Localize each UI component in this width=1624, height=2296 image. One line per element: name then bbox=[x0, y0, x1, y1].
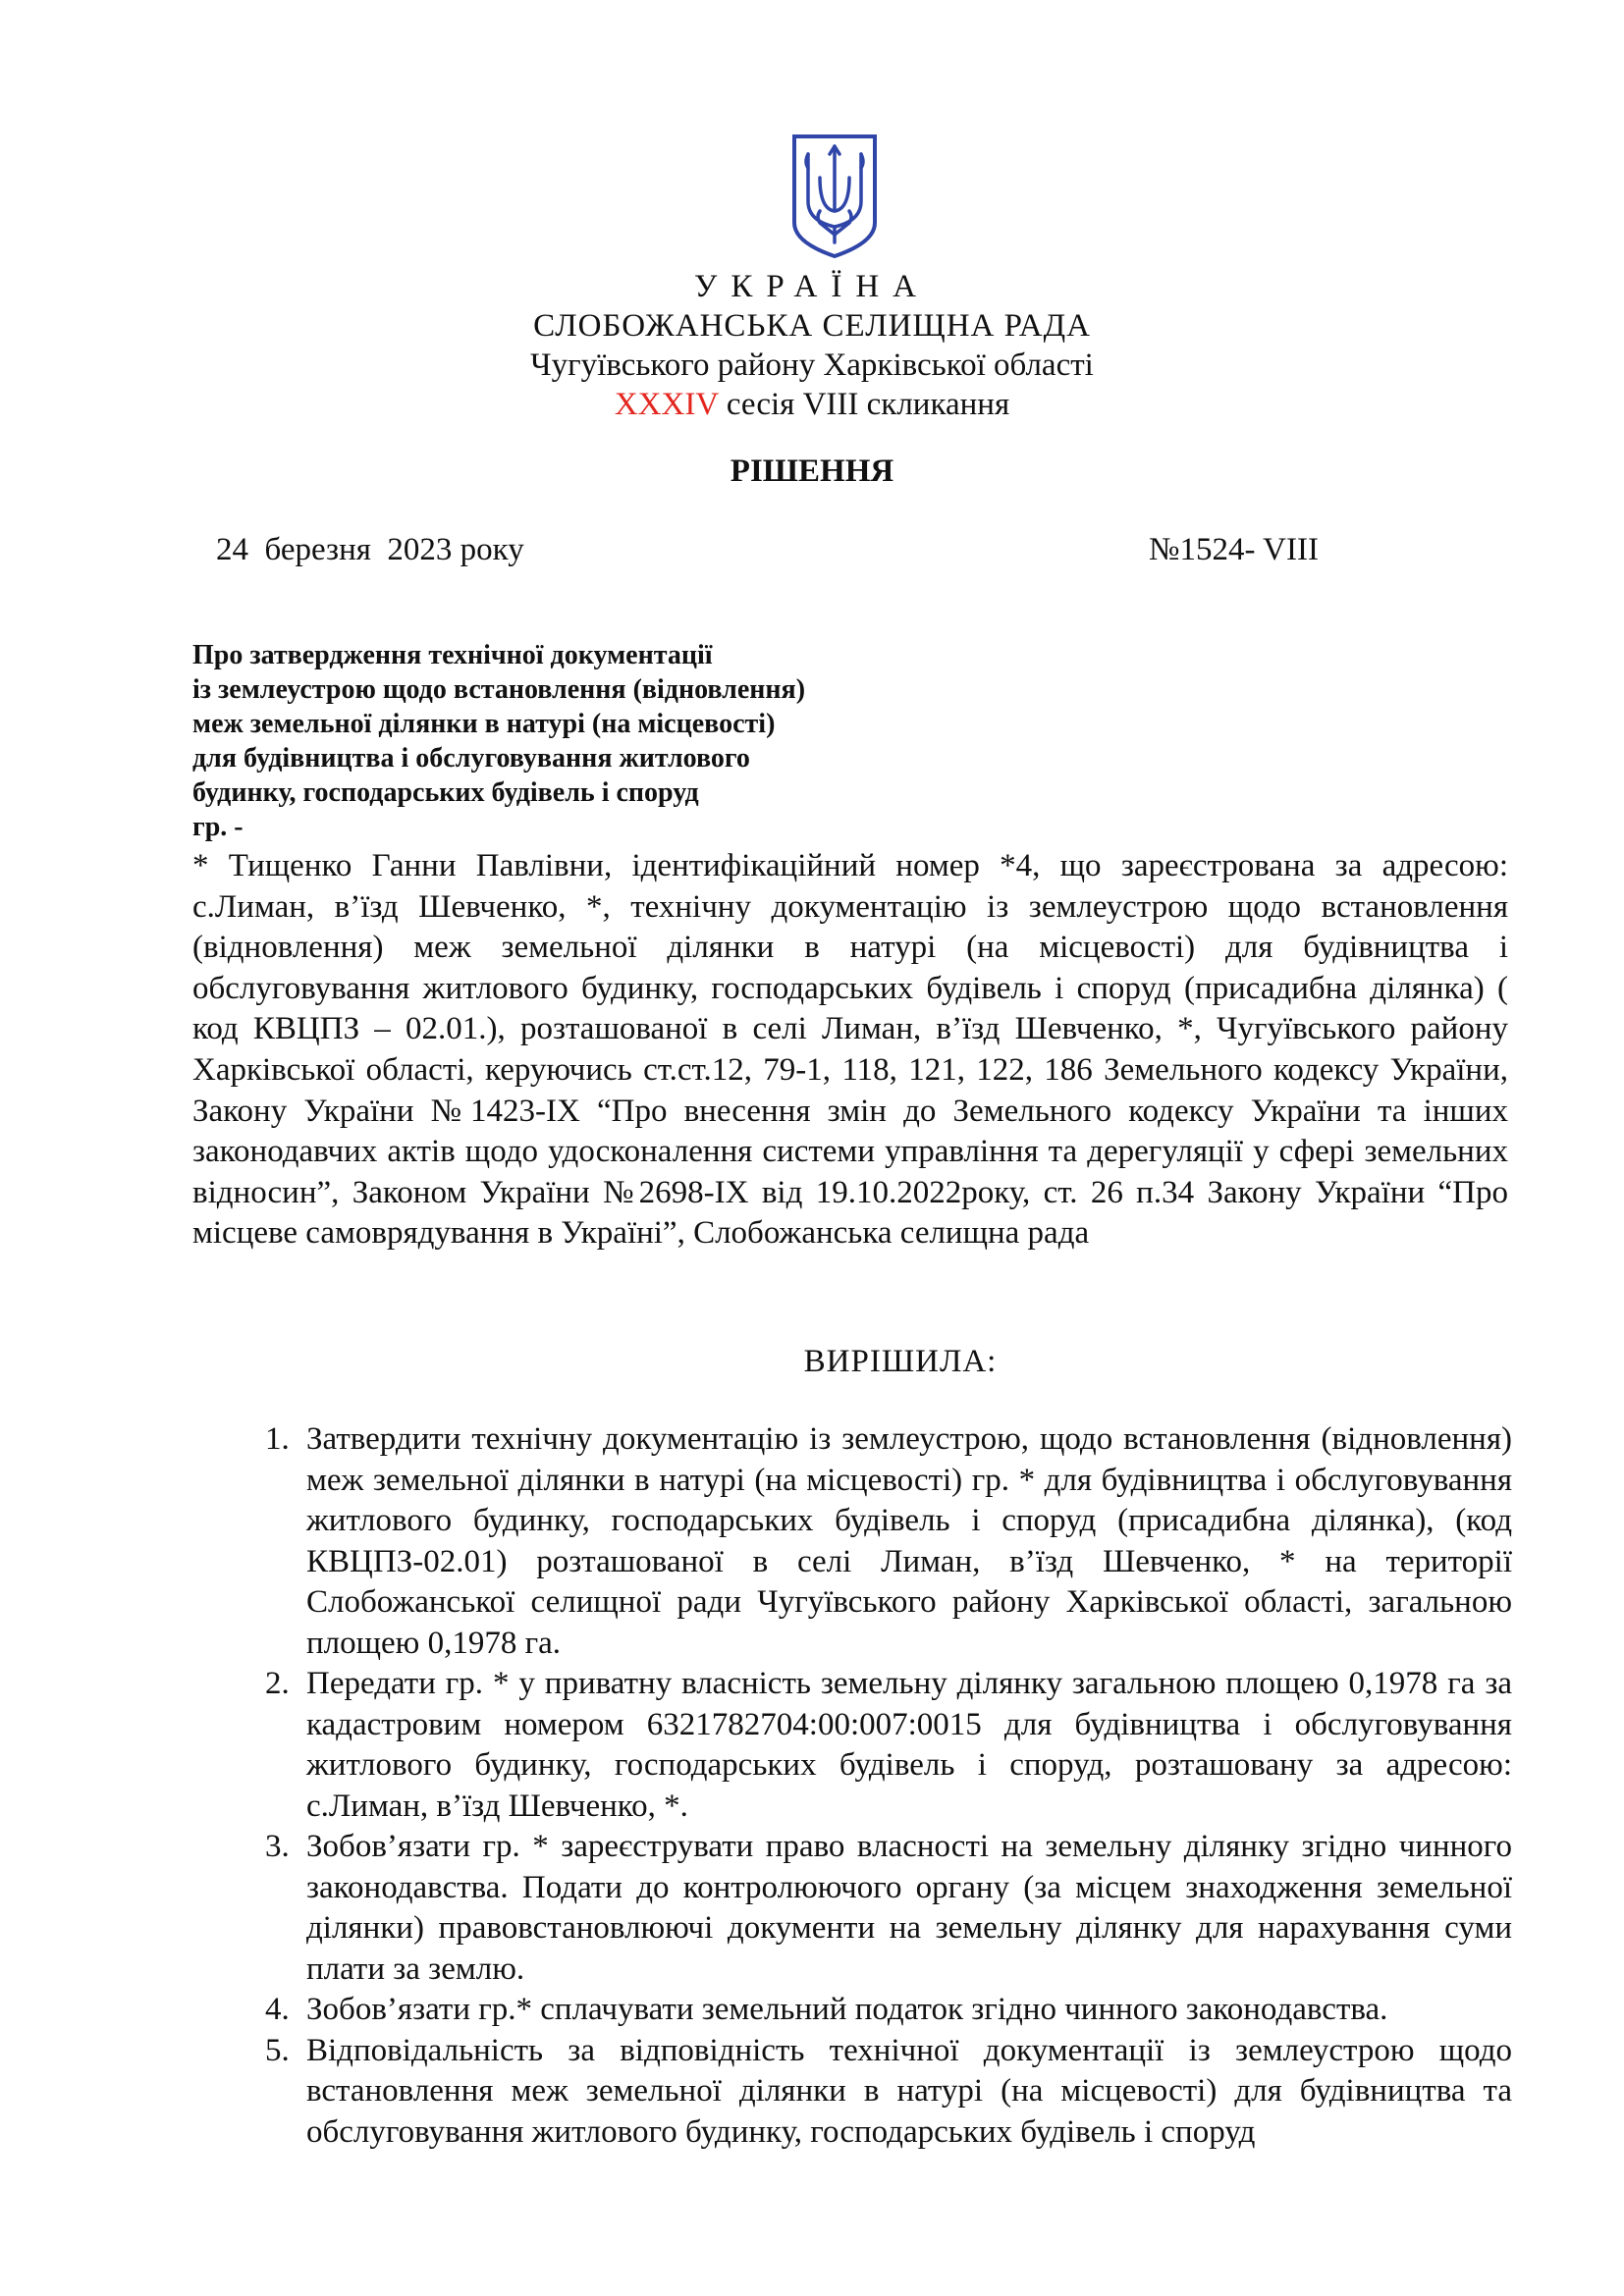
decision-number: №1524- VIII bbox=[1149, 532, 1319, 567]
subject-line: гр. - bbox=[192, 812, 244, 842]
item-number: 1. bbox=[265, 1421, 290, 1457]
item-text: Передати гр. * у приватну власність земельну ділянку загальною площею 0,1978 га за кадастровим номером 6321782704:00:007:0015 для будівництва і обслуговування житлового будинку, господарських будівель і споруд, розташовану за адресою: с.Лиман, в’їзд Шевченко, *. bbox=[306, 1666, 1512, 1824]
country-name: УКРАЇНА bbox=[694, 269, 930, 304]
item-text: Зобов’язати гр. * зареєструвати право власності на земельну ділянку згідно чинного законодавства. Подати до контролюючого органу (за місцем знаходження земельної ділянки) правовстановлюючі документи на земельну ділянку для нарахування суми плати за землю. bbox=[306, 1829, 1512, 1987]
decision-subject bbox=[192, 638, 939, 844]
item-number: 4. bbox=[265, 1992, 290, 2027]
item-number: 3. bbox=[265, 1829, 290, 1864]
council-name: СЛОБОЖАНСЬКА СЕЛИЩНА РАДА bbox=[533, 308, 1091, 344]
item-text: Зобов’язати гр.* сплачувати земельний податок згідно чинного законодавства. bbox=[306, 1992, 1388, 2027]
document-title: РІШЕННЯ bbox=[730, 454, 894, 489]
decision-items bbox=[265, 1419, 1512, 2153]
trident-coat-of-arms-icon bbox=[790, 133, 879, 260]
item-number: 2. bbox=[265, 1666, 290, 1701]
decision-item-1 bbox=[265, 1419, 1512, 1664]
session-rest: сесія VIII скликання bbox=[718, 387, 1010, 422]
preamble-paragraph: * Тищенко Ганни Павлівни, ідентифікаційний номер *4, що зареєстрована за адресою: с.Лиман, в’їзд Шевченко, *, технічну документацію із землеустрою щодо встановлення (відновлення) меж земельної ділянки в натурі (на місцевості) для будівництва і обслуговування житлового будинку, господарських будівель і споруд (присадибна ділянка) ( код КВЦПЗ – 02.01.), розташованої в селі Лиман, в’їзд Шевченко, *, Чугуївського району Харківської області, керуючись ст.ст.12, 79-1, 118, 121, 122, 186 Земельного кодексу України, Закону України №1423-IX “Про внесення змін до Земельного кодексу України та інших законодавчих актів щодо удосконалення системи управління та дерегуляції у сфері земельних відносин”, Законом України №2698-IX від 19.10.2022року, ст. 26 п.34 Закону України “Про місцеве самоврядування в Україні”, Слобожанська селищна рада bbox=[192, 848, 1508, 1252]
decision-date: 24 березня 2023 року bbox=[216, 532, 524, 567]
session-line bbox=[0, 385, 1624, 424]
district-name: Чугуївського району Харківської області bbox=[530, 347, 1094, 383]
decision-item-5 bbox=[265, 2031, 1512, 2154]
decision-item-4 bbox=[265, 1990, 1512, 2031]
subject-line: із землеустрою щодо встановлення (відновлення) bbox=[192, 674, 806, 705]
subject-line: меж земельної ділянки в натурі (на місцевості) bbox=[192, 709, 776, 739]
decision-item-3 bbox=[265, 1827, 1512, 1990]
subject-line: Про затвердження технічної документації bbox=[192, 640, 713, 670]
subject-line: будинку, господарських будівель і споруд bbox=[192, 777, 699, 808]
item-number: 5. bbox=[265, 2032, 290, 2068]
item-text: Затвердити технічну документацію із землеустрою, щодо встановлення (відновлення) меж земельної ділянки в натурі (на місцевості) гр. * для будівництва і обслуговування житлового будинку, господарських будівель і споруд (присадибна ділянка), (код КВЦПЗ-02.01) розташованої в селі Лиман, в’їзд Шевченко, * на території Слобожанської селищної ради Чугуївського району Харківської області, загальною площею 0,1978 га. bbox=[306, 1421, 1512, 1661]
subject-line: для будівництва і обслуговування житлового bbox=[192, 743, 750, 774]
item-text: Відповідальність за відповідність технічної документації із землеустрою щодо встановлення меж земельної ділянки в натурі (на місцевості) для будівництва та обслуговування житлового будинку, господарських будівель і споруд bbox=[306, 2032, 1512, 2150]
session-number: XXXIV bbox=[614, 387, 719, 422]
decided-label: ВИРІШИЛА: bbox=[803, 1344, 998, 1379]
decision-item-2 bbox=[265, 1664, 1512, 1827]
